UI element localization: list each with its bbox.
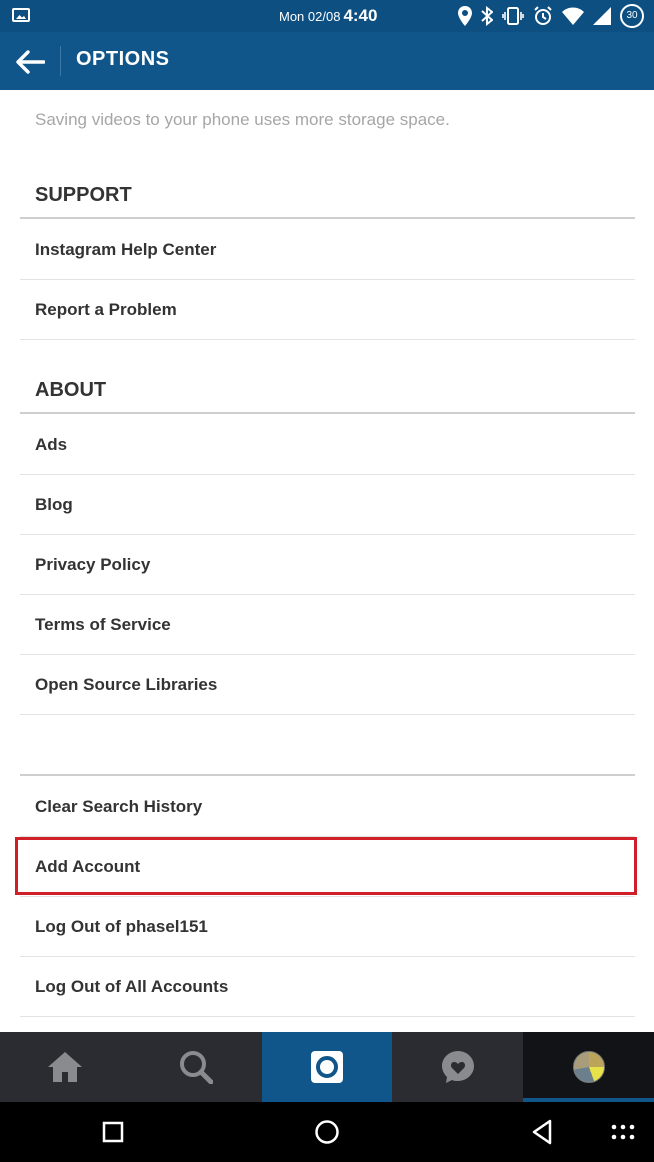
back-button[interactable]: [8, 40, 52, 84]
list-item-label: Open Source Libraries: [35, 675, 218, 694]
list-item-label: Log Out of phasel151: [35, 917, 208, 936]
list-item-label: Log Out of All Accounts: [35, 977, 229, 996]
options-list[interactable]: [0, 90, 654, 1032]
profile-avatar: [573, 1051, 605, 1083]
home-button[interactable]: [307, 1114, 347, 1150]
home-icon: [47, 1051, 83, 1083]
list-item-label: Ads: [35, 435, 68, 454]
signal-icon: [593, 7, 611, 25]
back-triangle-icon: [531, 1119, 553, 1145]
page-title: OPTIONS: [76, 48, 170, 70]
status-bar: [0, 0, 654, 32]
activity-icon: [441, 1050, 475, 1084]
tab-search[interactable]: [131, 1032, 262, 1102]
status-datetime: [279, 6, 377, 26]
section-divider: [20, 217, 635, 219]
menu-dots-icon: [611, 1123, 635, 1141]
list-item-label: Terms of Service: [35, 615, 171, 634]
back-arrow-icon: [15, 50, 45, 74]
bluetooth-icon: [481, 6, 493, 26]
section-divider: [20, 412, 635, 414]
wifi-icon: [562, 7, 584, 25]
list-item-label: Privacy Policy: [35, 555, 151, 574]
alarm-icon: [533, 6, 553, 26]
log-out-all-accounts-item[interactable]: [20, 957, 635, 1017]
status-date: Mon 02/08: [279, 9, 341, 24]
report-problem-item[interactable]: [20, 280, 635, 340]
section-header-support: SUPPORT: [35, 184, 132, 206]
system-nav-bar: [0, 1102, 654, 1162]
recents-button[interactable]: [93, 1114, 133, 1150]
action-bar: [0, 32, 654, 90]
recents-icon: [102, 1121, 124, 1143]
list-item-label: Report a Problem: [35, 300, 177, 319]
open-source-libraries-item[interactable]: [20, 655, 635, 715]
status-icons: [458, 5, 644, 27]
storage-note: Saving videos to your phone uses more storage space.: [35, 110, 450, 129]
privacy-policy-item[interactable]: [20, 535, 635, 595]
action-bar-divider: [60, 46, 61, 76]
camera-icon: [310, 1050, 344, 1084]
blog-item[interactable]: [20, 475, 635, 535]
section-header-about: ABOUT: [35, 379, 107, 401]
ads-item[interactable]: [20, 415, 635, 475]
add-account-item[interactable]: [20, 837, 635, 897]
search-icon: [179, 1050, 213, 1084]
tab-profile[interactable]: [523, 1032, 654, 1102]
location-icon: [458, 6, 472, 26]
list-item-label: Add Account: [35, 857, 141, 876]
list-item-label: Instagram Help Center: [35, 240, 217, 259]
log-out-account-item[interactable]: [20, 897, 635, 957]
tab-home[interactable]: [0, 1032, 131, 1102]
clear-search-history-item[interactable]: [20, 777, 635, 837]
menu-button[interactable]: [603, 1114, 643, 1150]
gallery-notification-icon: [12, 8, 30, 22]
back-nav-button[interactable]: [522, 1114, 562, 1150]
list-item-label: Blog: [35, 495, 73, 514]
battery-icon: 30: [620, 4, 644, 28]
terms-of-service-item[interactable]: [20, 595, 635, 655]
bottom-tab-bar: [0, 1032, 654, 1102]
help-center-item[interactable]: [20, 220, 635, 280]
tab-activity[interactable]: [392, 1032, 523, 1102]
home-circle-icon: [314, 1119, 340, 1145]
section-divider: [20, 774, 635, 776]
status-time: 4:40: [343, 6, 378, 25]
list-item-label: Clear Search History: [35, 797, 203, 816]
vibrate-icon: [502, 6, 524, 26]
tab-camera[interactable]: [262, 1032, 393, 1102]
